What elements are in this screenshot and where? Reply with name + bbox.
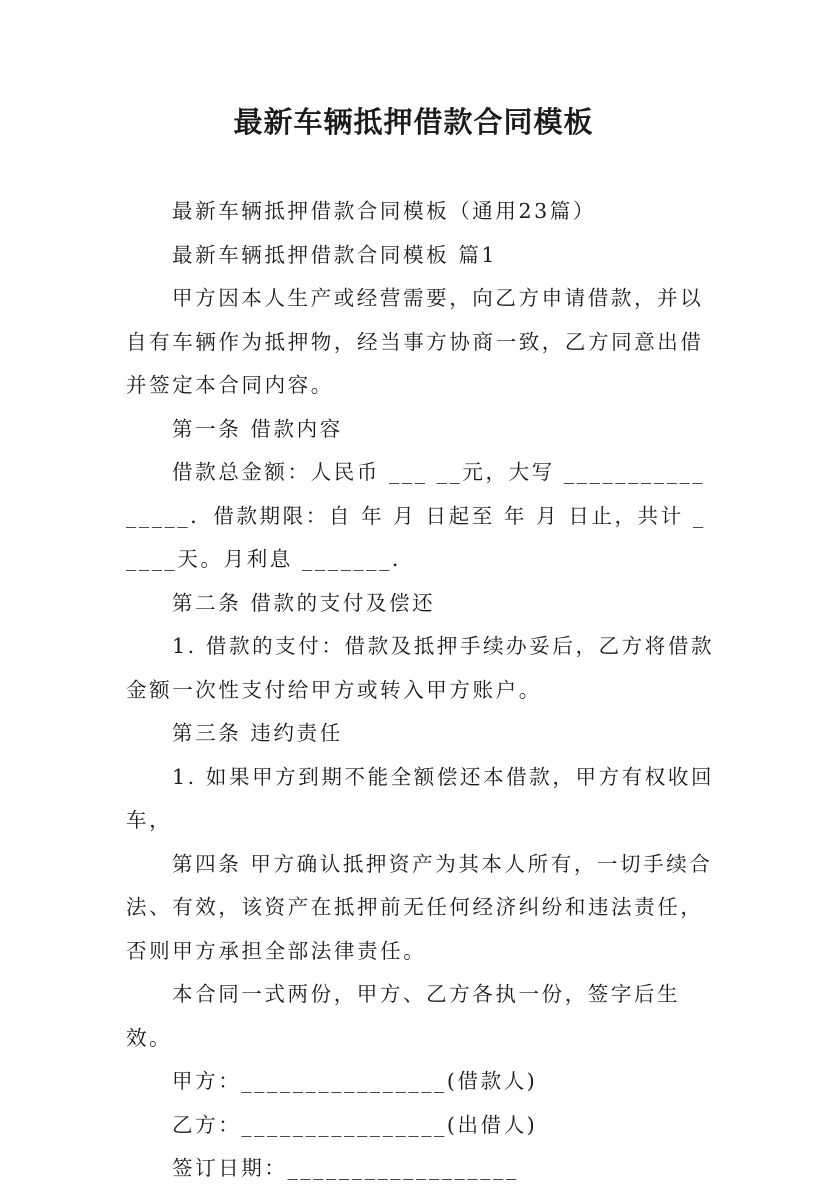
- signature-party-a: 甲方：________________(借款人): [172, 1069, 538, 1093]
- paragraph-copies: 本合同一式两份，甲方、乙方各执一份，签字后生效。: [126, 982, 681, 1050]
- signature-party-b: 乙方：________________(出借人): [172, 1112, 538, 1137]
- paragraph-section-heading: 最新车辆抵押借款合同模板 篇1: [172, 242, 498, 267]
- document-title: 最新车辆抵押借款合同模板: [233, 105, 594, 139]
- paragraph-intro: 甲方因本人生产或经营需要，向乙方申请借款，并以自有车辆作为抵押物，经当事方协商一致，乙方同意出借并签定本合同内容。: [126, 286, 704, 397]
- paragraph-default: 1. 如果甲方到期不能全额偿还本借款，甲方有权收回车，: [126, 764, 715, 832]
- paragraph-subtitle: 最新车辆抵押借款合同模板（通用23篇）: [172, 199, 596, 223]
- paragraph-article-4: 第四条 甲方确认抵押资产为其本人所有，一切手续合法、有效，该资产在抵押前无任何经济纠纷和违法责任，否则甲方承担全部法律责任。: [126, 851, 713, 963]
- document-body: [126, 190, 716, 1191]
- paragraph-payment: 1. 借款的支付：借款及抵押手续办妥后，乙方将借款金额一次性支付给甲方或转入甲方账户。: [126, 634, 715, 702]
- paragraph-article-3-heading: 第三条 违约责任: [172, 721, 343, 745]
- paragraph-loan-terms: 借款总金额：人民币 ___ __元，大写 ________________．借款期限：自 年 月 日起至 年 月 日止，共计 _____天。月利息 _______．: [126, 460, 706, 571]
- paragraph-article-1-heading: 第一条 借款内容: [172, 416, 343, 441]
- signature-date: 签订日期：__________________: [172, 1156, 519, 1180]
- paragraph-article-2-heading: 第二条 借款的支付及偿还: [172, 590, 436, 615]
